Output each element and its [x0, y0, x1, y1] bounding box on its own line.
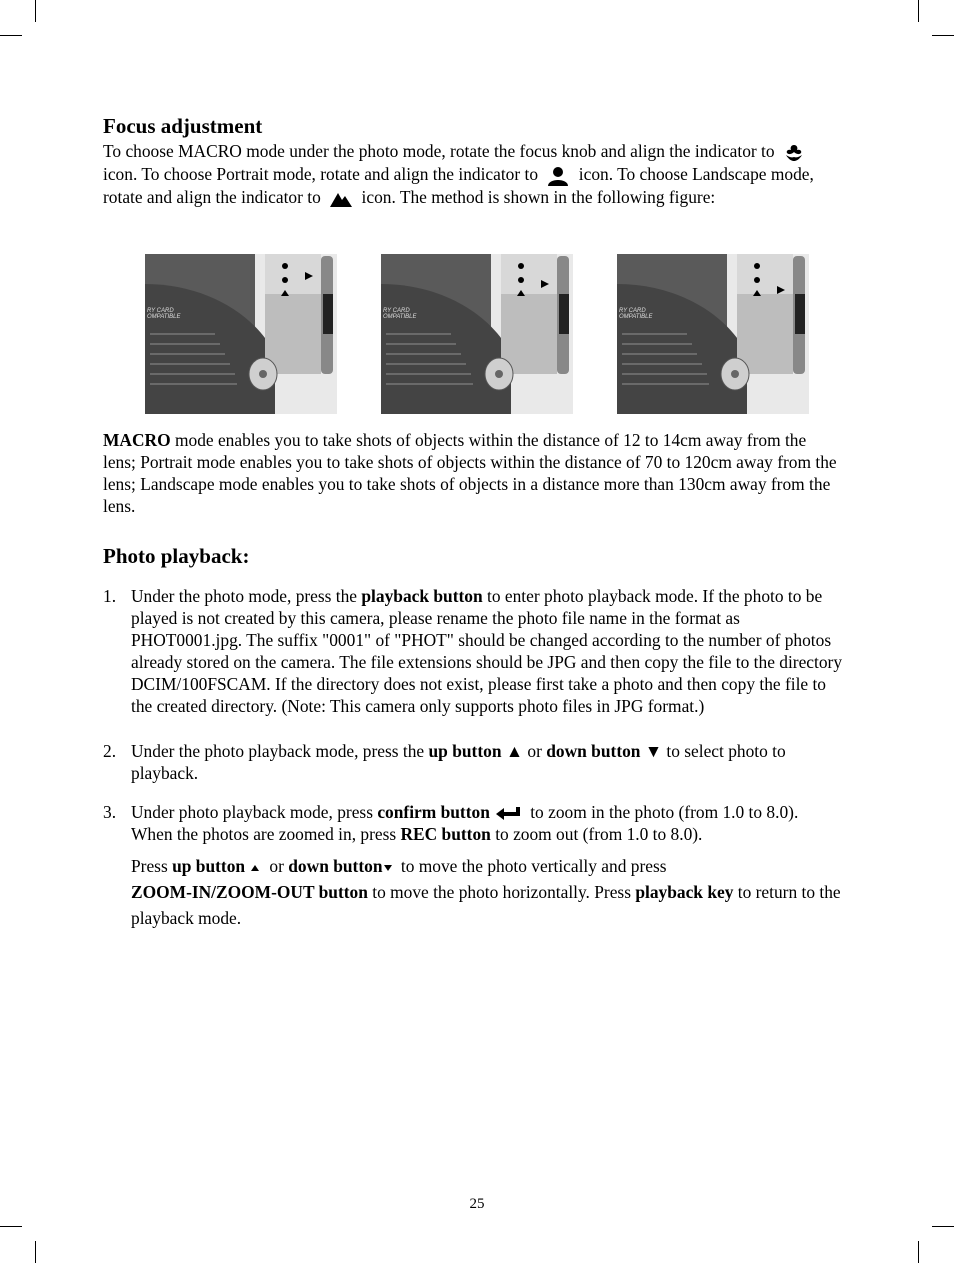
figure-label-2: OMPATIBLE: [619, 314, 653, 320]
list-text: [131, 740, 843, 784]
page-number: 25: [469, 1196, 485, 1212]
item-text: to select photo to playback.: [131, 741, 786, 783]
item-text: to move the photo horizontally. Press: [367, 882, 636, 902]
landscape-icon: [329, 190, 353, 208]
item-bold: up button ▲: [428, 741, 524, 761]
item-text: or: [265, 856, 289, 876]
item-bold: down button ▼: [546, 741, 663, 761]
down-triangle-icon: [383, 863, 393, 873]
macro-icon: [783, 143, 805, 163]
item-bold: down button: [288, 856, 383, 876]
focus-text-d: icon. The method is shown in the following figure:: [361, 187, 716, 207]
focus-text-b: icon. To choose Portrait mode, rotate and align the indicator to: [103, 164, 539, 184]
portrait-icon: [546, 166, 570, 186]
item-bold: playback key: [635, 882, 734, 902]
item-text: to enter photo playback mode. If the photo to be played is not created by this camera, please rename the photo file name in the format as PHOT0001.jpg. The suffix "0001" of "PHOT" should be changed according to the number of photos already stored on the camera. The file extensions should be JPG and then copy the file to the directory DCIM/100FSCAM. If the directory does not exist, please first take a photo and then copy the file to the created directory. (Note: This camera only supports photo files in JPG format.): [131, 586, 843, 716]
list-item: [103, 740, 843, 784]
up-triangle-icon: [249, 863, 261, 873]
macro-paragraph: [103, 429, 843, 517]
item-text: to return to the playback mode.: [131, 882, 841, 928]
focus-figure-landscape: [617, 254, 809, 414]
item-text: to zoom in the photo (from 1.0 to 8.0). When the photos are zoomed in, press: [131, 802, 799, 844]
camera-illustration: [145, 254, 337, 414]
item-text: Under the photo playback mode, press the: [131, 741, 429, 761]
macro-description: mode enables you to take shots of objects within the distance of 12 to 14cm away from the lens; Portrait mode enables you to take shots of objects within the distance of 70 to 120cm away from the lens; Landscape mode enables you to take shots of objects in a distance more than 130cm away from the lens.: [103, 430, 837, 516]
section-title-playback: Photo playback:: [103, 544, 250, 568]
list-item: [103, 585, 843, 739]
focus-text-c: icon. To choose Landscape mode, rotate and align the indicator to: [103, 164, 814, 207]
focus-paragraph: [103, 140, 843, 208]
list-text: [131, 801, 843, 931]
item-text: Under photo playback mode, press: [131, 802, 378, 822]
item-text: Under the photo mode, press the: [131, 586, 362, 606]
camera-illustration: [381, 254, 573, 414]
figure-label-1: RY CARD: [147, 308, 174, 314]
list-number: 2.: [103, 741, 117, 761]
figure-label-1: RY CARD: [383, 308, 410, 314]
item-text: Press: [131, 856, 173, 876]
crop-mark: [35, 1241, 36, 1263]
crop-mark: [35, 0, 36, 22]
focus-figure-macro: [145, 254, 337, 414]
figure-label-1: RY CARD: [619, 308, 646, 314]
figure-label-2: OMPATIBLE: [147, 314, 181, 320]
list-number: 1.: [103, 586, 117, 606]
crop-mark: [0, 1226, 22, 1227]
item-bold: confirm button: [377, 802, 490, 822]
list-item: [103, 801, 843, 931]
item-text: or: [523, 741, 547, 761]
camera-illustration: [617, 254, 809, 414]
crop-mark: [932, 1226, 954, 1227]
item-bold: ZOOM-IN/ZOOM-OUT button: [131, 882, 368, 902]
section-title-focus: Focus adjustment: [103, 114, 263, 138]
item-text: to move the photo vertically and press: [396, 856, 667, 876]
figure-label-2: OMPATIBLE: [383, 314, 417, 320]
list-text: [131, 585, 843, 717]
item-bold: playback button: [361, 586, 483, 606]
list-number: 3.: [103, 802, 117, 822]
item-bold: REC button: [400, 824, 491, 844]
crop-mark: [918, 0, 919, 22]
focus-figure-portrait: [381, 254, 573, 414]
crop-mark: [0, 35, 22, 36]
enter-arrow-icon: [494, 806, 522, 822]
crop-mark: [918, 1241, 919, 1263]
item-text: to zoom out (from 1.0 to 8.0).: [490, 824, 703, 844]
item-bold: up button: [172, 856, 246, 876]
macro-term: MACRO: [103, 430, 171, 450]
focus-text-a: To choose MACRO mode under the photo mode, rotate the focus knob and align the indicator to: [103, 141, 775, 161]
crop-mark: [932, 35, 954, 36]
